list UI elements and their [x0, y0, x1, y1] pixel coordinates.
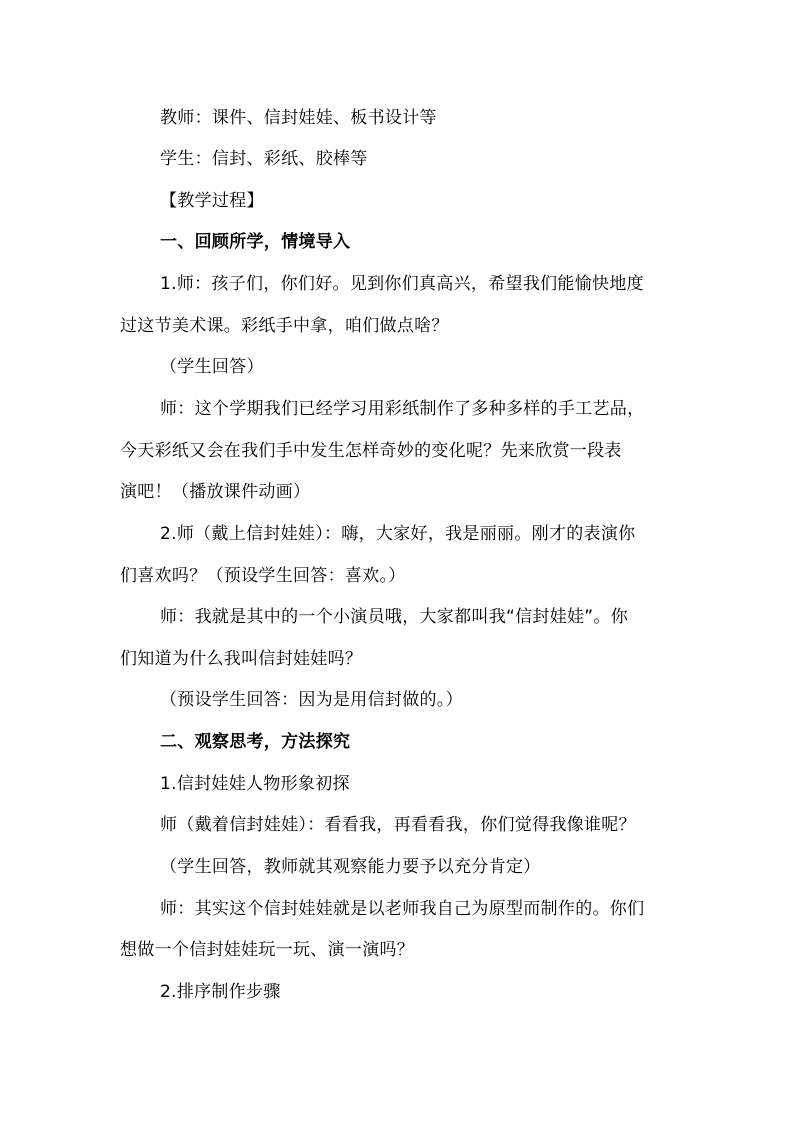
paragraph-line: 师：其实这个信封娃娃就是以老师我自己为原型而制作的。你们	[160, 899, 645, 919]
paragraph-line: 们喜欢吗？（预设学生回答：喜欢。）	[120, 566, 406, 586]
paragraph-line: 师（戴着信封娃娃）：看看我，再看看我，你们觉得我像谁呢？	[160, 815, 636, 835]
paragraph-line: 过这节美术课。彩纸手中拿，咱们做点啥？	[120, 316, 449, 336]
teacher-materials-line: 教师：课件、信封娃娃、板书设计等	[160, 108, 437, 128]
paragraph-line: 师：这个学期我们已经学习用彩纸制作了多种多样的手工艺品，	[160, 399, 645, 419]
paragraph-line: 想做一个信封娃娃玩一玩、演一演吗？	[120, 940, 415, 960]
paragraph-line: 演吧！（播放课件动画）	[120, 482, 311, 502]
student-materials-line: 学生：信封、彩纸、胶棒等	[160, 149, 368, 169]
subheading-line: 2.排序制作步骤	[160, 982, 281, 1002]
section-heading-teaching-process: 【教学过程】	[160, 191, 264, 211]
student-answer-note: （预设学生回答：因为是用信封做的。）	[160, 690, 463, 710]
paragraph-line: 们知道为什么我叫信封娃娃吗？	[120, 649, 363, 669]
paragraph-line: 2.师（戴上信封娃娃）：嗨，大家好，我是丽丽。刚才的表演你	[160, 524, 636, 544]
paragraph-line: 今天彩纸又会在我们手中发生怎样奇妙的变化呢？先来欣赏一段表	[120, 441, 622, 461]
heading-part-one: 一、回顾所学，情境导入	[160, 232, 351, 252]
paragraph-line: 1.师：孩子们，你们好。见到你们真高兴，希望我们能愉快地度	[160, 274, 644, 294]
student-answer-note: （学生回答，教师就其观察能力要予以充分肯定）	[160, 857, 541, 877]
heading-part-two: 二、观察思考，方法探究	[160, 732, 351, 752]
student-answer-note: （学生回答）	[160, 357, 264, 377]
paragraph-line: 师：我就是其中的一个小演员哦，大家都叫我“信封娃娃”。你	[160, 607, 629, 627]
subheading-line: 1.信封娃娃人物形象初探	[160, 774, 350, 794]
